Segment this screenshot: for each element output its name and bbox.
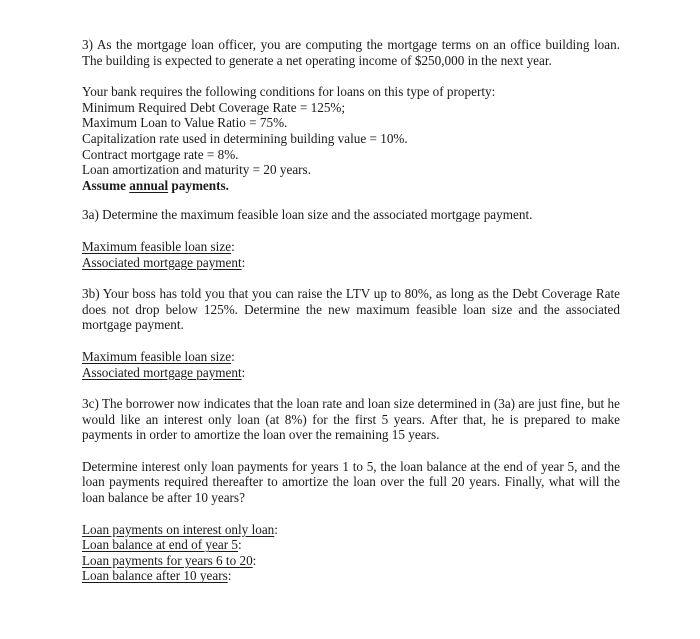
condition-item: Capitalization rate used in determining building value = 10%. bbox=[82, 130, 408, 146]
answer-label: Loan payments for years 6 to 20 bbox=[82, 552, 253, 568]
answer-block-3a bbox=[82, 239, 620, 270]
answer-line: Loan payments for years 6 to 20: bbox=[82, 552, 257, 568]
problem-text bbox=[82, 37, 620, 584]
answer-line: Loan balance after 10 years: bbox=[82, 568, 232, 584]
answer-label: Associated mortgage payment bbox=[82, 254, 242, 270]
question-3a: 3a) Determine the maximum feasible loan size and the associated mortgage payment. bbox=[82, 207, 533, 223]
answer-label: Loan balance at end of year 5 bbox=[82, 537, 238, 553]
answer-label: Loan balance after 10 years bbox=[82, 568, 228, 584]
answer-block-3c bbox=[82, 522, 620, 584]
condition-item: Maximum Loan to Value Ratio = 75%. bbox=[82, 115, 288, 131]
intro-paragraph: 3) As the mortgage loan officer, you are computing the mortgage terms on an office building loan. The building is expected to generate a net operating income of $250,000 in the next year. bbox=[82, 37, 620, 68]
conditions-block bbox=[82, 84, 620, 193]
answer-label: Maximum feasible loan size bbox=[82, 348, 232, 364]
answer-line: Associated mortgage payment: bbox=[82, 364, 246, 380]
condition-item: Contract mortgage rate = 8%. bbox=[82, 146, 239, 162]
assume-annual: annual bbox=[129, 177, 169, 193]
question-3c: 3c) The borrower now indicates that the loan rate and loan size determined in (3a) are just fine, but he would like an interest only loan (at 8%) for the first 5 years. After that, he is prepared to make payments in order to amortize the loan over the remaining 15 years. bbox=[82, 396, 620, 443]
condition-item: Minimum Required Debt Coverage Rate = 125%; bbox=[82, 99, 346, 115]
assume-suffix: payments. bbox=[168, 177, 229, 193]
assume-prefix: Assume bbox=[82, 177, 130, 193]
answer-label: Associated mortgage payment bbox=[82, 364, 242, 380]
conditions-heading: Your bank requires the following conditions for loans on this type of property: bbox=[82, 84, 496, 100]
answer-label: Loan payments on interest only loan bbox=[82, 521, 275, 537]
answer-block-3b bbox=[82, 349, 620, 380]
answer-line: Maximum feasible loan size: bbox=[82, 238, 235, 254]
answer-line: Loan payments on interest only loan: bbox=[82, 521, 278, 537]
answer-label: Maximum feasible loan size bbox=[82, 238, 232, 254]
answer-line: Loan balance at end of year 5: bbox=[82, 537, 242, 553]
answer-line: Maximum feasible loan size: bbox=[82, 348, 235, 364]
assume-line bbox=[82, 178, 620, 194]
answer-line: Associated mortgage payment: bbox=[82, 254, 246, 270]
condition-item: Loan amortization and maturity = 20 years. bbox=[82, 162, 311, 178]
question-3b: 3b) Your boss has told you that you can raise the LTV up to 80%, as long as the Debt Coverage Rate does not drop below 125%. Determine the new maximum feasible loan size and the associated mortgage payment. bbox=[82, 286, 620, 333]
question-3c-followup: Determine interest only loan payments for years 1 to 5, the loan balance at the end of year 5, and the loan payments required thereafter to amortize the loan over the full 20 years. Finally, what will the loan balance be after 10 years? bbox=[82, 458, 620, 506]
